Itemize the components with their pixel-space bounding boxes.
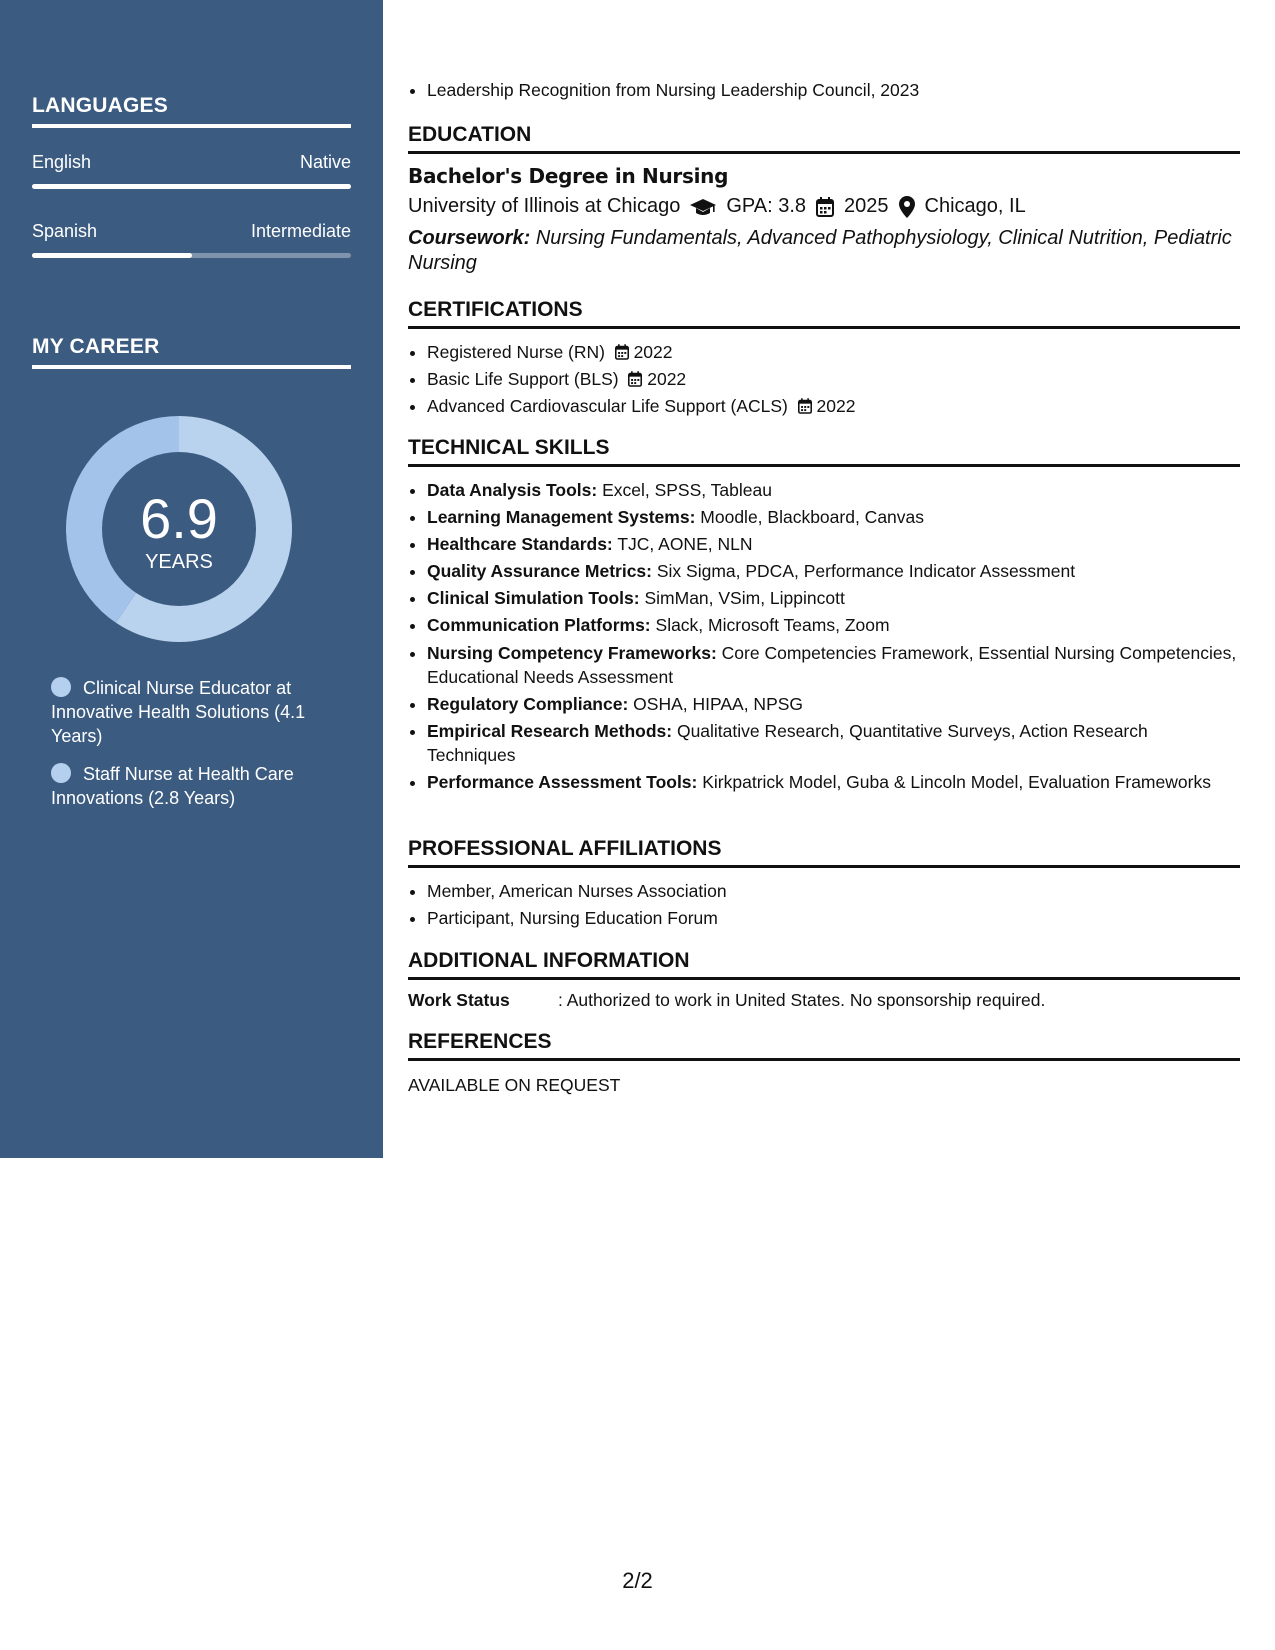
skill-value: TJC, AONE, NLN — [617, 534, 753, 555]
coursework-label: Coursework: — [408, 227, 531, 249]
affiliation-item: • Participant, Nursing Education Forum — [427, 905, 1239, 932]
skill-item — [427, 613, 1239, 637]
language-level: Native — [299, 152, 351, 172]
language-row-english — [32, 152, 351, 173]
coursework-list: Nursing Fundamentals, Advanced Pathophysiology, Clinical Nutrition, Pediatric Nursing — [408, 227, 1232, 274]
skill-item — [427, 478, 1239, 502]
calendar-icon — [615, 344, 629, 360]
skill-item — [427, 559, 1239, 583]
skill-label: Learning Management Systems: — [427, 507, 696, 528]
skill-item — [427, 770, 1239, 794]
career-item-text: Staff Nurse at Health Care Innovations (2.8 Years) — [51, 764, 294, 808]
skill-value: Core Competencies Framework, Essential Nursing Competencies, Educational Needs Assessment — [427, 642, 1237, 687]
certification-item — [427, 339, 1239, 366]
technical-skills-heading: TECHNICAL SKILLS — [408, 436, 1240, 467]
total-years-value: 6.9 — [140, 487, 218, 550]
career-dot-icon — [51, 763, 71, 783]
skill-label: Nursing Competency Frameworks: — [427, 642, 717, 663]
language-bar-spanish — [32, 253, 351, 258]
certifications-list — [408, 339, 1239, 420]
affiliation-item: • Member, American Nurses Association — [427, 878, 1239, 905]
career-donut-chart — [64, 414, 294, 644]
career-item — [51, 762, 331, 810]
skill-label: Healthcare Standards: — [427, 534, 613, 555]
calendar-icon — [816, 197, 834, 217]
language-bar-english — [32, 184, 351, 189]
language-name: Spanish — [32, 221, 98, 241]
skill-label: Quality Assurance Metrics: — [427, 561, 652, 582]
page-number: 2/2 — [622, 1568, 653, 1593]
skill-value: Excel, SPSS, Tableau — [602, 480, 772, 500]
education-meta — [408, 195, 1026, 218]
certification-item — [427, 393, 1239, 420]
skill-value: Slack, Microsoft Teams, Zoom — [655, 615, 890, 636]
skill-item — [427, 641, 1239, 690]
references-heading: REFERENCES — [408, 1030, 1240, 1061]
skill-item — [427, 586, 1239, 610]
education-heading: EDUCATION — [408, 123, 1240, 154]
skill-value: Moodle, Blackboard, Canvas — [700, 507, 925, 528]
certification-name: Advanced Cardiovascular Life Support (ACLS) — [427, 396, 788, 416]
work-status-row — [408, 990, 1240, 1011]
language-level: Intermediate — [250, 221, 351, 241]
graduation-cap-icon — [690, 197, 716, 217]
language-row-spanish — [32, 221, 351, 242]
skill-value: OSHA, HIPAA, NPSG — [633, 693, 804, 714]
skill-label: Empirical Research Methods: — [427, 721, 673, 742]
total-years-label: YEARS — [145, 551, 213, 573]
degree-title: Bachelor's Degree in Nursing — [408, 164, 729, 188]
coursework — [408, 226, 1238, 276]
certification-item — [427, 366, 1239, 393]
language-bar-fill — [32, 184, 351, 189]
certification-year: 2022 — [633, 342, 673, 362]
recognition-list — [408, 80, 1239, 101]
certification-name: Basic Life Support (BLS) — [427, 369, 619, 389]
certification-name: Registered Nurse (RN) — [427, 342, 605, 362]
work-status-label: Work Status — [408, 990, 510, 1010]
affiliations-list — [408, 878, 1239, 932]
language-name: English — [32, 152, 92, 172]
school-name: University of Illinois at Chicago — [408, 195, 681, 217]
career-item-text: Clinical Nurse Educator at Innovative Health Solutions (4.1 Years) — [51, 678, 306, 746]
calendar-icon — [628, 371, 642, 387]
skill-label: Communication Platforms: — [427, 615, 651, 636]
language-bar-fill — [32, 253, 192, 258]
gpa: GPA: 3.8 — [726, 195, 807, 217]
skill-item — [427, 719, 1239, 768]
skill-value: Six Sigma, PDCA, Performance Indicator Assessment — [656, 561, 1076, 582]
skill-value: Kirkpatrick Model, Guba & Lincoln Model, Evaluation Frameworks — [702, 772, 1211, 793]
skill-value: Qualitative Research, Quantitative Surveys, Action Research Techniques — [427, 721, 1148, 766]
career-heading: MY CAREER — [32, 335, 351, 369]
career-dot-icon — [51, 677, 71, 697]
recognition-item: • Leadership Recognition from Nursing Leadership Council, 2023 — [427, 80, 1239, 101]
work-status-value: : Authorized to work in United States. No sponsorship required. — [558, 990, 1046, 1010]
graduation-year: 2025 — [844, 195, 889, 217]
affiliations-heading: PROFESSIONAL AFFILIATIONS — [408, 837, 1240, 868]
certification-year: 2022 — [816, 396, 856, 416]
additional-info-heading: ADDITIONAL INFORMATION — [408, 949, 1240, 980]
languages-heading: LANGUAGES — [32, 94, 351, 128]
skill-label: Regulatory Compliance: — [427, 693, 629, 714]
certifications-heading: CERTIFICATIONS — [408, 298, 1240, 329]
calendar-icon — [798, 398, 812, 414]
skill-label: Data Analysis Tools: — [427, 480, 598, 500]
skill-label: Clinical Simulation Tools: — [427, 588, 640, 609]
skill-item — [427, 692, 1239, 716]
skill-value: SimMan, VSim, Lippincott — [644, 588, 845, 609]
skill-item — [427, 532, 1239, 556]
skill-item — [427, 505, 1239, 529]
education-location: Chicago, IL — [924, 195, 1026, 217]
certification-year: 2022 — [647, 369, 687, 389]
sidebar — [0, 0, 383, 1158]
technical-skills-list — [408, 478, 1239, 795]
references-text: AVAILABLE ON REQUEST — [408, 1075, 621, 1095]
location-pin-icon — [899, 196, 915, 218]
skill-label: Performance Assessment Tools: — [427, 772, 698, 793]
career-item — [51, 676, 331, 748]
